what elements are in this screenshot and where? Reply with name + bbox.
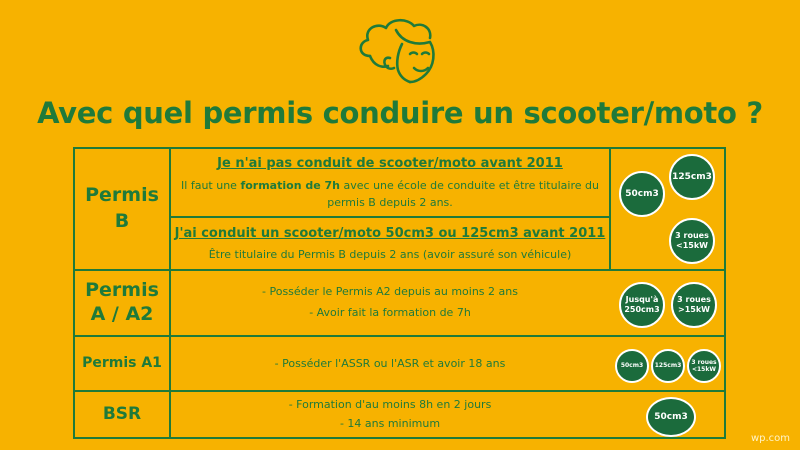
condition-line: - Posséder l'ASSR ou l'ASR et avoir 18 ans (274, 356, 506, 370)
credit-text: wp.com (750, 433, 790, 444)
row-label-line: B (114, 210, 130, 232)
row-label-bsr: BSR (102, 404, 142, 425)
row-label-permis-b (75, 149, 169, 269)
badge-50cm3: 50cm3 (619, 171, 665, 217)
case-heading: J'ai conduit un scooter/moto 50cm3 ou 125cm3 avant 2011 (174, 225, 606, 241)
badge-3-roues-over-15kw: 3 roues >15kW (671, 282, 717, 328)
row-label-line: Permis (85, 279, 159, 302)
badge-50cm3: 50cm3 (615, 349, 649, 383)
row-label-permis-a (75, 271, 169, 335)
page-title: Avec quel permis conduire un scooter/moto ? (37, 96, 763, 130)
permis-b-case-1 (171, 149, 609, 216)
badge-125cm3: 125cm3 (651, 349, 685, 383)
condition-line: - 14 ans minimum (339, 416, 441, 430)
permis-b-case-2 (171, 218, 609, 269)
badge-jusqua-250cm3: Jusqu'à 250cm3 (619, 282, 665, 328)
face-icon (352, 12, 448, 94)
row-label-permis-a1: Permis A1 (82, 355, 162, 372)
case-heading: Je n'ai pas conduit de scooter/moto avant 2011 (217, 156, 563, 172)
condition-line: - Posséder le Permis A2 depuis au moins 2 ans (262, 285, 518, 299)
condition-line: - Avoir fait la formation de 7h (309, 306, 471, 319)
badge-3-roues-under-15kw: 3 roues <15kW (687, 349, 721, 383)
row-label-line: A / A2 (90, 303, 154, 325)
badge-3-roues-under-15kw: 3 roues <15kW (669, 218, 715, 264)
badge-125cm3: 125cm3 (669, 154, 715, 200)
condition-line: - Formation d'au moins 8h en 2 jours (288, 397, 492, 411)
case-text: Il faut une formation de 7h avec une école de conduite et être titulaire du permis B depuis 2 ans. (181, 178, 599, 209)
permis-a-conditions (171, 271, 609, 335)
row-label-line: Permis (85, 184, 159, 207)
bsr-conditions (171, 392, 609, 437)
permis-a1-conditions (171, 337, 609, 390)
license-table (73, 147, 726, 439)
badge-50cm3: 50cm3 (646, 397, 696, 437)
case-text: Être titulaire du Permis B depuis 2 ans (avoir assuré son véhicule) (208, 248, 572, 262)
